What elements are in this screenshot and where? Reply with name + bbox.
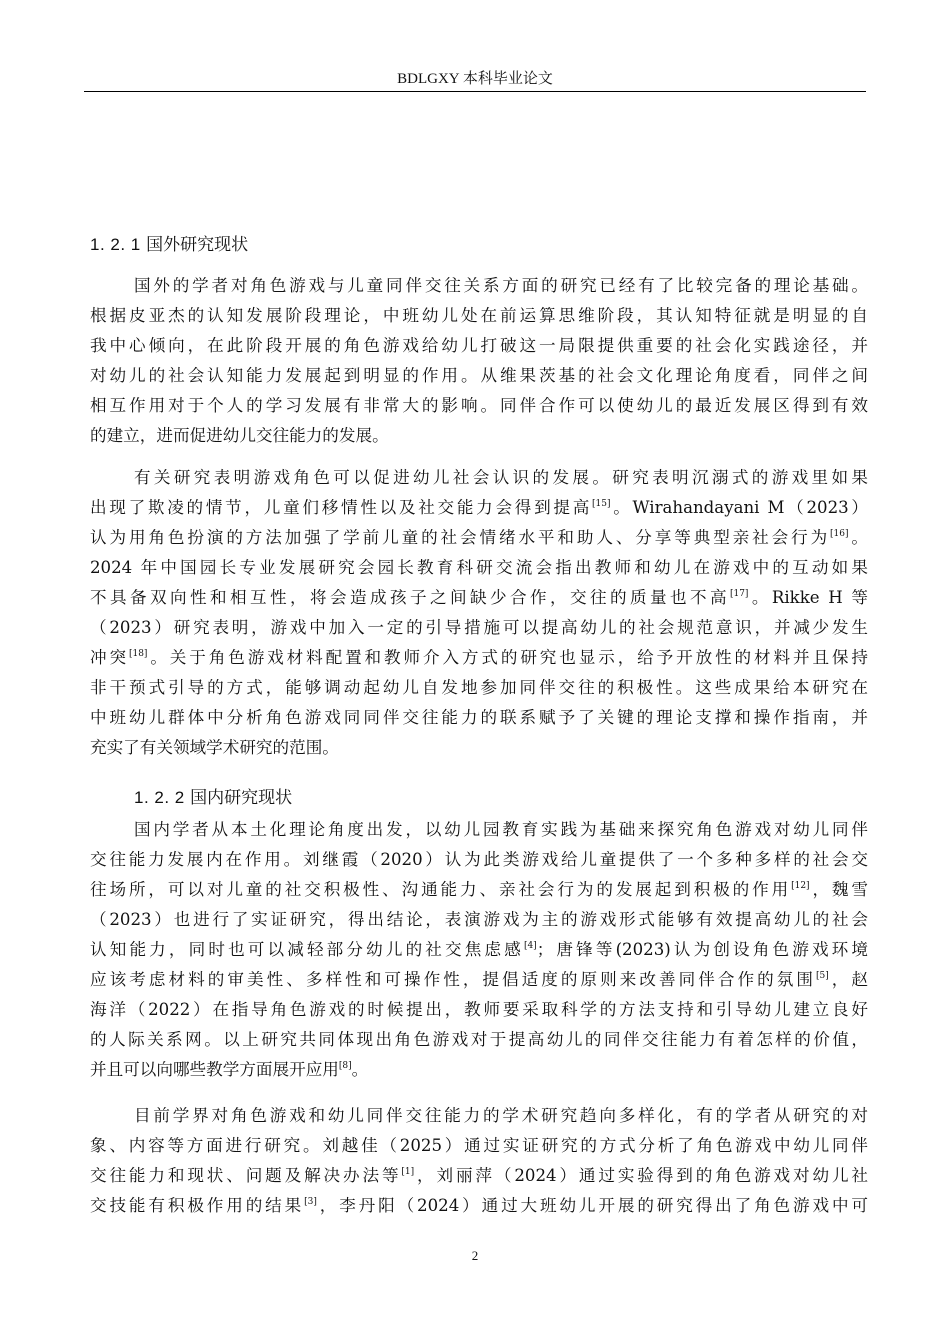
text-line: 充实了有关领域学术研究的范围。 bbox=[90, 738, 339, 757]
citation: [5] bbox=[816, 971, 829, 981]
text-line: （2023）也进行了实证研究，得出结论，表演游戏为主的游戏形式能够有效提高幼儿的社会 bbox=[90, 910, 868, 929]
text-line: 海洋（2022）在指导角色游戏的时候提出，教师要采取科学的方法支持和引导幼儿建立良好 bbox=[90, 1000, 868, 1019]
text-line: 交技能有积极作用的结果[3]，李丹阳（2024）通过大班幼儿开展的研究得出了角色游戏中可 bbox=[90, 1196, 869, 1215]
text-line: 往场所，可以对儿童的社交积极性、沟通能力、亲社会行为的发展起到积极的作用[12]，魏雪 bbox=[90, 880, 869, 899]
section-heading-1-2-1 bbox=[90, 233, 248, 257]
citation: [16] bbox=[830, 529, 849, 539]
text-line: 象、内容等方面进行研究。刘越佳（2025）通过实证研究的方式分析了角色游戏中幼儿同伴 bbox=[90, 1136, 868, 1155]
running-header: BDLGXY 本科毕业论文 bbox=[397, 71, 553, 87]
text-line: 认知能力，同时也可以减轻部分幼儿的社交焦虑感[4]；唐锋等(2023)认为创设角色游戏环境 bbox=[90, 940, 868, 959]
text-line: 交往能力和现状、问题及解决办法等[1]，刘丽萍（2024）通过实验得到的角色游戏对幼儿社 bbox=[90, 1166, 869, 1185]
section-number: 1. 2. 2 bbox=[134, 788, 185, 807]
section-title: 国外研究现状 bbox=[146, 235, 249, 255]
citation: [1] bbox=[401, 1167, 415, 1177]
text-line: 应该考虑材料的审美性、多样性和可操作性，提倡适度的原则来改善同伴合作的氛围[5]，赵 bbox=[90, 970, 869, 989]
text-line: 目前学界对角色游戏和幼儿同伴交往能力的学术研究趋向多样化，有的学者从研究的对 bbox=[134, 1106, 868, 1125]
text-line: 对幼儿的社会认知能力发展起到明显的作用。从维果茨基的社会文化理论角度看，同伴之间 bbox=[90, 366, 868, 385]
text-line: 国外的学者对角色游戏与儿童同伴交往关系方面的研究已经有了比较完备的理论基础。 bbox=[134, 276, 868, 295]
text-line: 的人际关系网。以上研究共同体现出角色游戏对于提高幼儿的同伴交往能力有着怎样的价值， bbox=[90, 1030, 868, 1049]
citation: [4] bbox=[523, 941, 537, 951]
header-divider bbox=[84, 91, 866, 92]
text-line: 根据皮亚杰的认知发展阶段理论，中班幼儿处在前运算思维阶段，其认知特征就是明显的自 bbox=[90, 306, 868, 325]
citation: [18] bbox=[128, 649, 148, 659]
text-line: 非干预式引导的方式，能够调动起幼儿自发地参加同伴交往的积极性。这些成果给本研究在 bbox=[90, 678, 868, 697]
text-line: 冲突[18]。关于角色游戏材料配置和教师介入方式的研究也显示，给予开放性的材料并且保持 bbox=[90, 648, 869, 667]
citation: [12] bbox=[791, 881, 810, 891]
paragraph-foreign-1 bbox=[90, 271, 868, 451]
text-line: 相互作用对于个人的学习发展有非常大的影响。同伴合作可以使幼儿的最近发展区得到有效 bbox=[90, 396, 868, 415]
paragraph-domestic-2 bbox=[90, 1101, 868, 1221]
paragraph-domestic-1 bbox=[90, 815, 868, 1085]
citation: [17] bbox=[729, 589, 749, 599]
text-line: 并且可以向哪些教学方面展开应用[8]。 bbox=[90, 1060, 369, 1079]
section-number: 1. 2. 1 bbox=[90, 235, 141, 254]
section-title: 国内研究现状 bbox=[190, 788, 293, 808]
text-line: 不具备双向性和相互性，将会造成孩子之间缺少合作，交往的质量也不高[17]。Rikke H 等 bbox=[90, 588, 868, 607]
text-line: 2024 年中国园长专业发展研究会园长教育科研交流会指出教师和幼儿在游戏中的互动如果 bbox=[90, 558, 868, 577]
text-line: 国内学者从本土化理论角度出发，以幼儿园教育实践为基础来探究角色游戏对幼儿同伴 bbox=[134, 820, 868, 839]
section-heading-1-2-2 bbox=[134, 786, 292, 810]
citation: [8] bbox=[338, 1061, 352, 1071]
text-line: 认为用角色扮演的方法加强了学前儿童的社会情绪水平和助人、分享等典型亲社会行为[16]。 bbox=[90, 528, 869, 547]
page-number: 2 bbox=[471, 1248, 479, 1263]
text-line: 出现了欺凌的情节，儿童们移情性以及社交能力会得到提高[15]。Wirahandayani M（2023） bbox=[90, 498, 869, 517]
citation: [15] bbox=[592, 499, 611, 509]
text-line: 有关研究表明游戏角色可以促进幼儿社会认识的发展。研究表明沉溺式的游戏里如果 bbox=[134, 468, 868, 487]
text-line: （2023）研究表明，游戏中加入一定的引导措施可以提高幼儿的社会规范意识，并减少发生 bbox=[90, 618, 868, 637]
citation: [3] bbox=[304, 1197, 317, 1207]
text-line: 的建立，进而促进幼儿交往能力的发展。 bbox=[90, 426, 389, 445]
text-line: 交往能力发展内在作用。刘继霞（2020）认为此类游戏给儿童提供了一个多种多样的社会交 bbox=[90, 850, 868, 869]
paragraph-foreign-2 bbox=[90, 463, 868, 763]
text-line: 中班幼儿群体中分析角色游戏同同伴交往能力的联系赋予了关键的理论支撑和操作指南，并 bbox=[90, 708, 868, 727]
text-line: 我中心倾向，在此阶段开展的角色游戏给幼儿打破这一局限提供重要的社会化实践途径，并 bbox=[90, 336, 868, 355]
